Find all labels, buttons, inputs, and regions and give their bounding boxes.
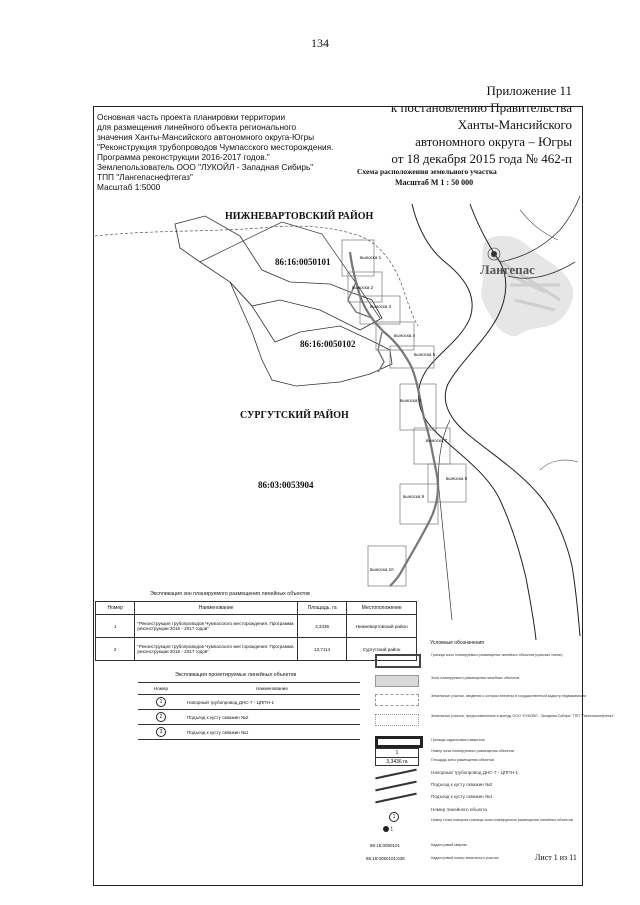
well-label: выноска 8 [446,476,468,481]
region-label: НИЖНЕВАРТОВСКИЙ РАЙОН [225,211,374,222]
table-row [138,725,360,740]
table-header: Площадь, га [297,602,346,615]
legend-parcel-num-symbol: 86:16:0050101:636 [366,856,405,861]
legend-item: Земельные участки, предоставленные в аренду ООО "ЛУКОЙЛ - Западная Сибирь" ТПП "Лангепаснефтегаз" [431,714,615,718]
legend-object-num-symbol: 1 [389,805,399,823]
legend-quarter-symbol [375,736,423,748]
appendix-line: автономного округа – Югры [415,134,572,149]
zone-rectangles [342,240,466,586]
cell-name: Напорный трубопровод ДНС-7 - ЦППН-1 [184,695,360,710]
cell-name: Подъезд к кусту скважин №1 [184,725,360,740]
pipeline-branch [378,332,384,372]
legend-item: Площадь зоны размещения объектов [431,758,495,762]
objects-table [138,682,360,740]
cell-name: Подъезд к кусту скважин №2 [184,710,360,725]
well-label: выноска 1 [360,255,382,260]
legend-point-symbol: 1 [383,826,393,832]
table-row [138,695,360,710]
city-marker-icon [491,251,497,257]
table-row [138,710,360,725]
legend-quarter-num-symbol: 86:16:0050101 [370,843,401,848]
cell-num: 2 [96,638,135,661]
object-number-circle: 2 [156,712,166,722]
well-label: выноска 5 [414,352,436,357]
appendix-line: от 18 декабря 2015 года № 462-п [391,151,572,166]
zones-table-title: Экспликация зон планируемого размещения линейных объектов [150,591,310,597]
description-line: Землепользователь ООО "ЛУКОЙЛ - Западная Сибирь" [97,162,314,172]
legend-item: Номер точки поворота границы зоны планируемого размещения линейных объектов [431,818,573,822]
river-channel [540,460,578,470]
well-label: выноска 4 [394,333,416,338]
legend-item: Подъезд к кусту скважин №1 [431,794,493,799]
appendix-line: Приложение 11 [486,83,572,98]
well-label: выноска 2 [352,285,374,290]
well-label: выноска 7 [426,438,448,443]
legend-lease-symbol [375,714,419,726]
region-label: СУРГУТСКИЙ РАЙОН [240,410,349,421]
table-header: Наименование [135,602,298,615]
legend-item: Зона планируемого размещения линейных объектов [431,676,520,680]
legend-item: Кадастровый номер земельного участка [431,856,499,860]
cadastral-quarter-boundary [230,282,392,386]
objects-table-title: Экспликация проектируемых линейных объектов [175,672,297,678]
object-number-circle: 1 [156,697,166,707]
legend-zone-num-symbol: 1 3,3436 га [375,748,419,766]
appendix-line: к постановлению Правительства [390,100,572,115]
description-line: значения Ханты-Мансийского автономного округа-Югры [97,132,315,142]
legend-title: Условные обозначения [430,640,485,646]
description-line: Программа реконструкции 2016-2017 годов." [97,152,270,162]
cell-area: 13,7114 [297,638,346,661]
description-line: "Реконструкция трубопроводов Чумпасского месторождения. [97,142,334,152]
table-row [96,615,417,638]
legend-item: Номер зоны планируемого размещения объектов [431,749,514,753]
river-channel [520,210,558,240]
legend-item: Кадастровый квартал [431,843,468,847]
description-line: Масштаб 1:5000 [97,182,161,192]
legend-parcel-symbol [375,694,419,706]
scheme-title: Схема расположения земельного участка [357,167,497,176]
cadastral-label: 86:16:0050102 [300,339,356,349]
page-number: 134 [311,36,329,50]
table-row [96,638,417,661]
appendix-line: Ханты-Мансийского [457,117,572,132]
well-label: выноска 9 [403,494,425,499]
cadastral-label: 86:03:0053904 [258,480,314,490]
description-line: для размещения линейного объекта регионального [97,122,297,132]
well-label: выноска 3 [370,304,392,309]
legend-item: Подъезд к кусту скважин №2 [431,782,493,787]
legend-item: Границы кадастрового квартала [431,738,485,742]
pipeline-route [350,252,438,586]
cell-location: Нижневартовский район [347,615,417,638]
table-header: Местоположение [347,602,417,615]
table-header: Номер [96,602,135,615]
scheme-scale: Масштаб М 1 : 50 000 [395,178,474,187]
cell-name: "Реконструкция трубопроводов Чумпасского месторождения. Программа реконструкции 2016 - 2017 годов" [135,638,298,661]
well-label: выноска 10 [370,567,394,572]
legend-item: Земельные участки, сведения о которых внесены в государственный кадастр недвижимости [431,694,587,698]
table-header: Наименование [184,683,360,695]
description-line: ТПП "Лангепаснефтегаз" [97,172,193,182]
object-number-circle: 3 [156,727,166,737]
zones-table [95,601,417,661]
description-line: Основная часть проекта планировки территории [97,112,286,122]
cell-name: "Реконструкция трубопроводов Чумпасского месторождения. Программа реконструкции 2016 - 2017 годов" [135,615,298,638]
cell-location: Сургутский район [347,638,417,661]
legend-item: Граница зоны планируемого размещения линейных объектов (красные линии) [431,653,563,657]
legend-item: Номер линейного объекта [431,807,487,812]
table-header: Номер [138,683,184,695]
legend-red-line-symbol [375,654,421,668]
cadastral-label: 86:16:0050101 [275,257,331,267]
city-label: Лангепас [480,262,535,277]
sheet-label: Лист 1 из 11 [535,853,577,862]
legend-zone-symbol [375,675,419,687]
cell-area: 3,3436 [297,615,346,638]
well-label: выноска 6 [400,398,422,403]
legend-item: Напорный трубопровод ДНС-7 - ЦППН-1 [431,770,519,775]
cell-num: 1 [96,615,135,638]
